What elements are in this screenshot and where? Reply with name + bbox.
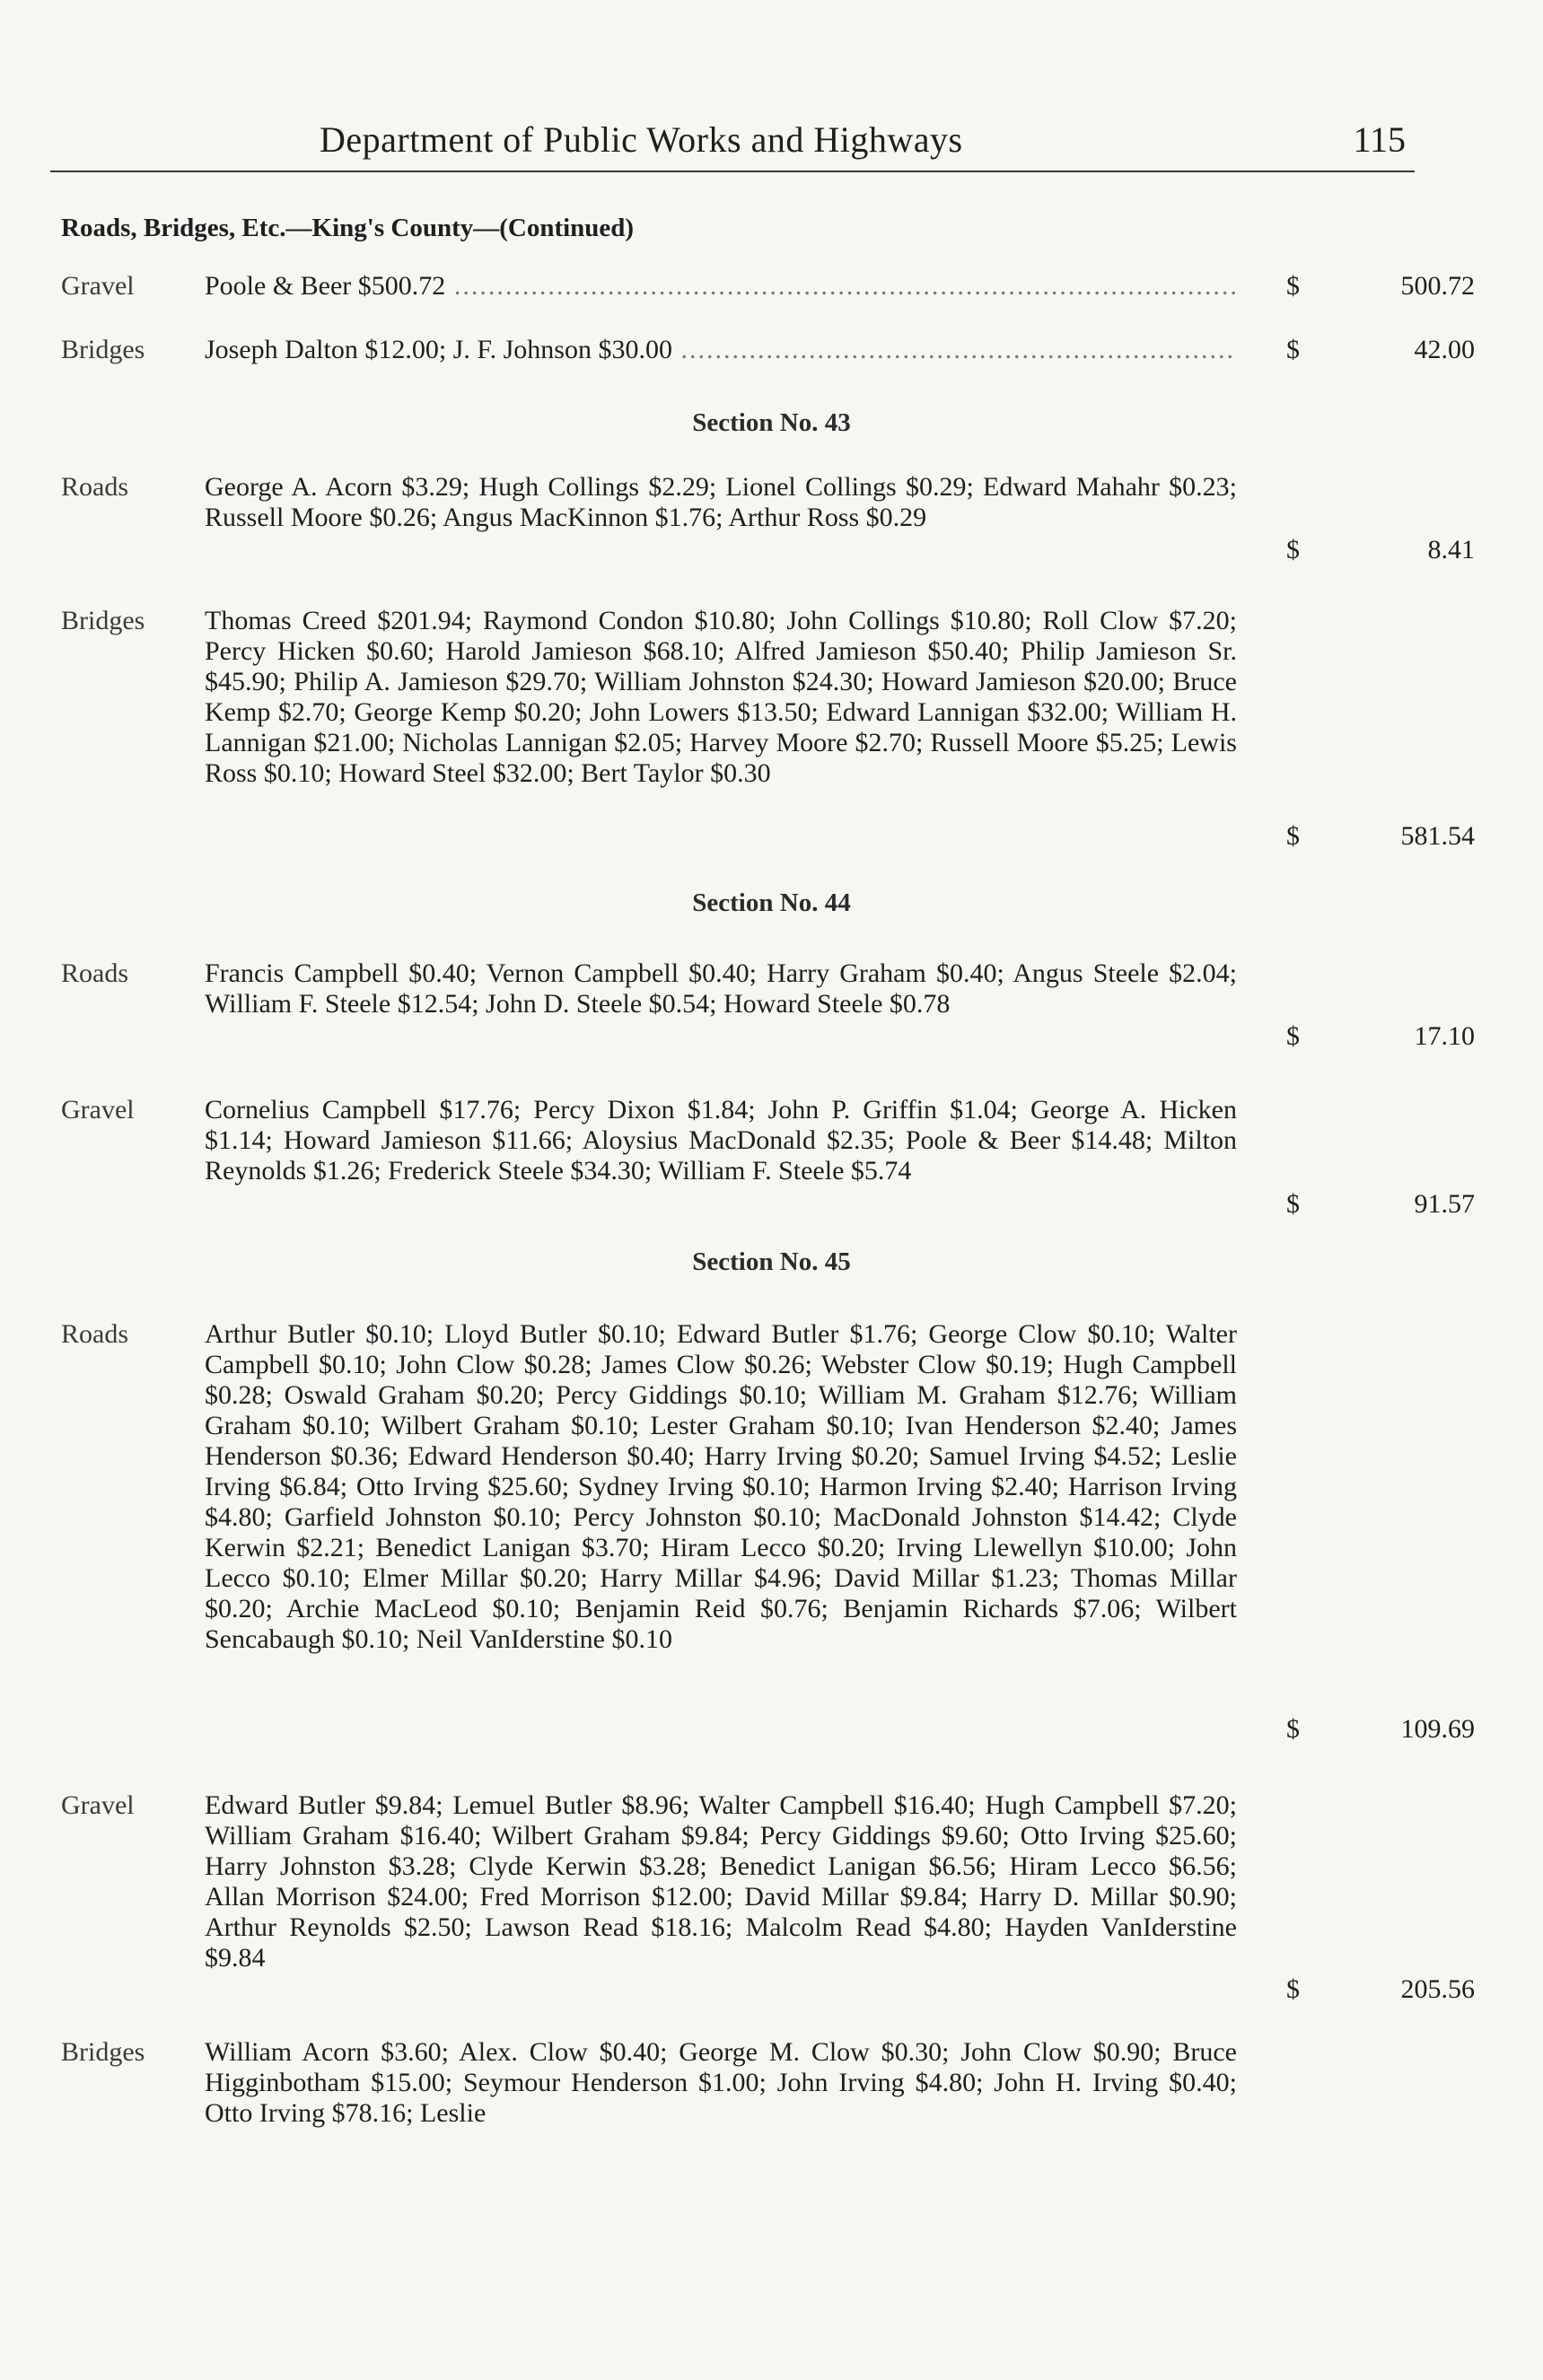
total-amount: 17.10 xyxy=(1414,1021,1475,1051)
dollar-sign: $ xyxy=(1286,1021,1300,1051)
total-amount: 109.69 xyxy=(1400,1714,1475,1744)
total-amount: 42.00 xyxy=(1414,335,1475,364)
entry-label: Bridges xyxy=(61,2037,145,2067)
total-amount: 205.56 xyxy=(1400,1974,1475,2004)
entry-label: Roads xyxy=(61,958,128,988)
entry-text xyxy=(205,335,1237,365)
dollar-sign: $ xyxy=(1286,1189,1300,1219)
page-number: 115 xyxy=(1353,119,1406,160)
entry-text: Arthur Butler $0.10; Lloyd Butler $0.10; Edward Butler $1.76; George Clow $0.10; Walter Campbell $0.10; John Clow $0.28; James Clow $0.26; Webster Clow $0.19; Hugh Campbell $0.28; Oswald Graham $0.20; Percy Giddings $0.10; William M. Graham $12.76; William Graham $0.10; Wilbert Graham $0.10; Lester Graham $0.10; Ivan Henderson $2.40; James Henderson $0.36; Edward Henderson $0.40; Harry Irving $0.20; Samuel Irving $4.52; Leslie Irving $6.84; Otto Irving $25.60; Sydney Irving $0.10; Harmon Irving $2.40; Harrison Irving $4.80; Garfield Johnston $0.10; Percy Johnston $0.10; MacDonald Johnston $14.42; Clyde Kerwin $2.21; Benedict Lanigan $3.70; Hiram Lecco $0.20; Irving Llewellyn $10.00; John Lecco $0.10; Elmer Millar $0.20; Harry Millar $4.96; David Millar $1.23; Thomas Millar $0.20; Archie MacLeod $0.10; Benjamin Reid $0.76; Benjamin Richards $7.06; Wilbert Sencabaugh $0.10; Neil VanIderstine $0.10 xyxy=(205,1319,1237,1654)
entry-text: Cornelius Campbell $17.76; Percy Dixon $1.84; John P. Griffin $1.04; George A. Hicken $1.14; Howard Jamieson $11.66; Aloysius MacDonald $2.35; Poole & Beer $14.48; Milton Reynolds $1.26; Frederick Steele $34.30; William F. Steele $5.74 xyxy=(205,1095,1237,1186)
entry-text: William Acorn $3.60; Alex. Clow $0.40; George M. Clow $0.30; John Clow $0.90; Bruce Higginbotham $15.00; Seymour Henderson $1.00; John Irving $4.80; John H. Irving $0.40; Otto Irving $78.16; Leslie xyxy=(205,2037,1237,2128)
entry-label: Gravel xyxy=(61,271,135,301)
entry-label: Bridges xyxy=(61,606,145,635)
entry-text-leader: Poole & Beer $500.72 ..... xyxy=(205,271,1237,302)
section-heading: Section No. 44 xyxy=(692,888,851,917)
total-amount: 91.57 xyxy=(1414,1189,1475,1219)
entry-text: George A. Acorn $3.29; Hugh Collings $2.29; Lionel Collings $0.29; Edward Mahahr $0.23; Russell Moore $0.26; Angus MacKinnon $1.76; Arthur Ross $0.29 xyxy=(205,472,1237,532)
entry-label: Roads xyxy=(61,472,128,502)
entry-text: Thomas Creed $201.94; Raymond Condon $10.80; John Collings $10.80; Roll Clow $7.20; Percy Hicken $0.60; Harold Jamieson $68.10; Alfred Jamieson $50.40; Philip Jamieson Sr. $45.90; Philip A. Jamieson $29.70; William Johnston $24.30; Howard Jamieson $20.00; Bruce Kemp $2.70; George Kemp $0.20; John Lowers $13.50; Edward Lannigan $32.00; William H. Lannigan $21.00; Nicholas Lannigan $2.05; Harvey Moore $2.70; Russell Moore $5.25; Lewis Ross $0.10; Howard Steel $32.00; Bert Taylor $0.30 xyxy=(205,606,1237,788)
total-amount: 8.41 xyxy=(1427,535,1475,564)
entry-label: Bridges xyxy=(61,335,145,364)
entry-label: Gravel xyxy=(61,1095,135,1124)
total-amount: 500.72 xyxy=(1400,271,1475,301)
entry-text: Edward Butler $9.84; Lemuel Butler $8.96; Walter Campbell $16.40; Hugh Campbell $7.20; William Graham $16.40; Wilbert Graham $9.84; Percy Giddings $9.60; Otto Irving $25.60; Harry Johnston $3.28; Clyde Kerwin $3.28; Benedict Lanigan $6.56; Hiram Lecco $6.56; Allan Morrison $24.00; Fred Morrison $12.00; David Millar $9.84; Harry D. Millar $0.90; Arthur Reynolds $2.50; Lawson Read $18.16; Malcolm Read $4.80; Hayden VanIderstine $9.84 xyxy=(205,1790,1237,1973)
dollar-sign: $ xyxy=(1286,821,1300,851)
total-amount: 581.54 xyxy=(1400,821,1475,851)
running-head xyxy=(50,117,1415,172)
section-heading: Section No. 45 xyxy=(692,1247,851,1276)
entry-label: Gravel xyxy=(61,1790,135,1820)
dollar-sign: $ xyxy=(1286,535,1300,564)
entry-text-leader: Joseph Dalton $12.00; J. F. Johnson $30.00 ..... xyxy=(205,335,1237,365)
dollar-sign: $ xyxy=(1286,1974,1300,2004)
section-heading: Section No. 43 xyxy=(692,408,851,437)
dollar-sign: $ xyxy=(1286,1714,1300,1744)
dollar-sign: $ xyxy=(1286,271,1300,301)
dollar-sign: $ xyxy=(1286,335,1300,364)
section-title: Roads, Bridges, Etc.—King's County—(Continued) xyxy=(61,214,635,242)
entry-text xyxy=(205,271,1237,302)
entry-label: Roads xyxy=(61,1319,128,1349)
page-title: Department of Public Works and Highways xyxy=(320,119,963,160)
entry-text: Francis Campbell $0.40; Vernon Campbell $0.40; Harry Graham $0.40; Angus Steele $2.04; William F. Steele $12.54; John D. Steele $0.54; Howard Steele $0.78 xyxy=(205,958,1237,1019)
